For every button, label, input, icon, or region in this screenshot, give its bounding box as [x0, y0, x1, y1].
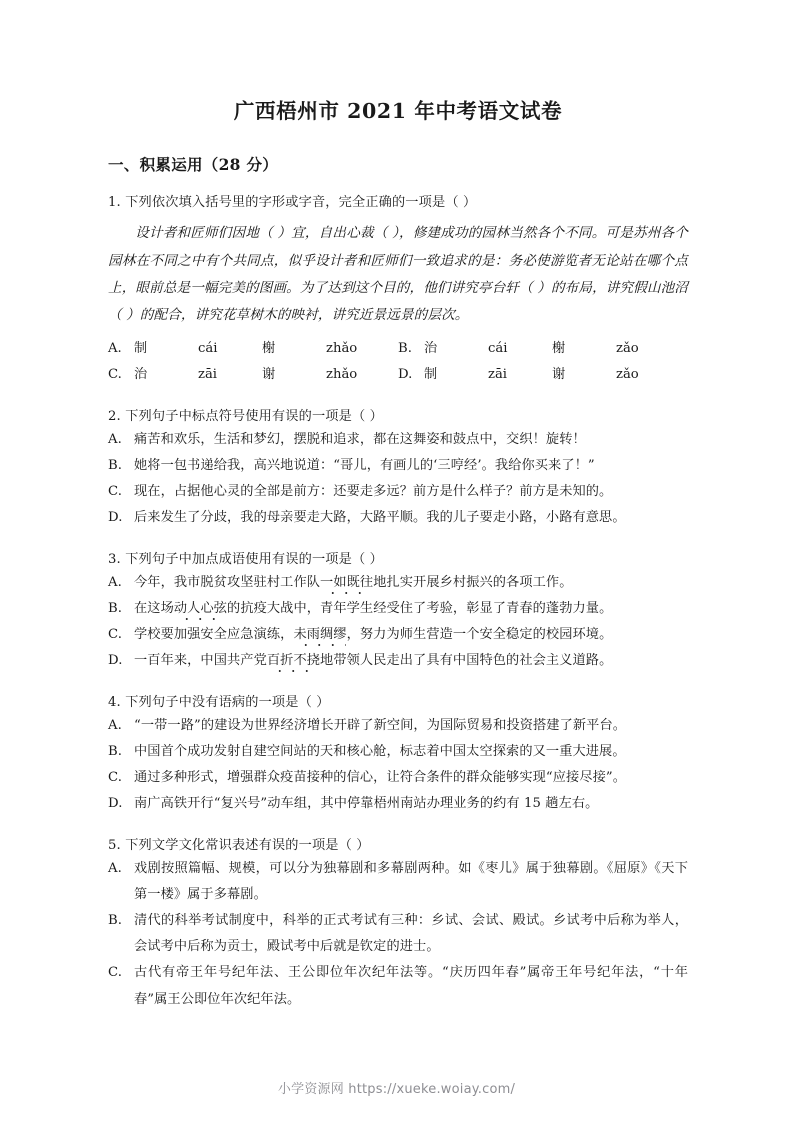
option-cell: 制 [424, 367, 438, 383]
option-text-post: ，努力为师生营造一个安全稳定的校园环境。 [346, 627, 613, 643]
option-a[interactable] [108, 336, 398, 362]
option-text: 南广高铁开行“复兴号”动车组，其中停靠梧州南站办理业务的约有 15 趟左右。 [134, 796, 599, 812]
option-text: 通过多种形式，增强群众疫苗接种的信心，让符合条件的群众能够实现“应接尽接”。 [134, 770, 627, 786]
question-3 [108, 549, 688, 675]
option-letter: D. [108, 510, 123, 526]
option-c[interactable] [108, 960, 688, 1012]
option-letter: D. [108, 653, 123, 669]
question-1-options [108, 336, 688, 389]
option-text [134, 570, 688, 596]
option-text [134, 648, 688, 674]
question-4-stem: 4. 下列句子中没有语病的一项是（ ） [108, 694, 330, 710]
option-c[interactable] [108, 765, 688, 791]
option-letter: C. [108, 627, 123, 643]
option-d[interactable] [108, 505, 688, 531]
option-cell: 榭 [262, 340, 276, 356]
option-cell: 谢 [552, 367, 566, 383]
option-cell: 治 [134, 367, 148, 383]
option-letter: A. [108, 432, 122, 448]
option-text: “一带一路”的建设为世界经济增长开辟了新空间，为国际贸易和投资搭建了新平台。 [134, 717, 627, 733]
option-text-pre: 学校要加强安全应急演练， [134, 627, 294, 643]
page-content [108, 0, 688, 1013]
option-letter: C. [108, 770, 123, 786]
section-heading-part-one: 一、积累运用（28 分） [108, 154, 279, 174]
option-cell: 榭 [552, 340, 566, 356]
option-letter: B. [108, 744, 123, 760]
option-cell: zǎo [616, 340, 639, 356]
option-text: 痛苦和欢乐，生活和梦幻，摆脱和追求，都在这舞姿和鼓点中，交织！旋转！ [134, 432, 586, 448]
option-text-pre: 在这场 [134, 601, 174, 617]
option-a[interactable] [108, 856, 688, 908]
option-cell: zhǎo [326, 367, 358, 383]
option-d[interactable] [398, 362, 688, 388]
option-a[interactable] [108, 570, 688, 596]
option-cell: 治 [424, 340, 438, 356]
option-b[interactable] [108, 596, 688, 622]
option-text: 她将一包书递给我，高兴地说道：“哥儿，有画儿的‘三哼经’。我给你买来了！” [134, 458, 595, 474]
option-text: 清代的科举考试制度中，科举的正式考试有三种：乡试、会试、殿试。乡试考中后称为举人，会试考中后称为贡士，殿试考中后就是钦定的进士。 [134, 913, 688, 955]
option-letter: B. [108, 458, 123, 474]
option-text: 古代有帝王年号纪年法、王公即位年次纪年法等。“庆历四年春”属帝王年号纪年法，“十年春”属王公即位年次纪年法。 [134, 965, 688, 1007]
question-2 [108, 406, 688, 532]
emphasized-idiom: 未雨绸缪 [293, 627, 347, 643]
option-c[interactable] [108, 362, 398, 388]
question-1-stem: 1. 下列依次填入括号里的字形或字音，完全正确的一项是（ ） [108, 194, 477, 210]
option-cell: cái [198, 340, 218, 356]
option-cell: zāi [488, 367, 508, 383]
option-letter: A. [108, 860, 122, 876]
option-d[interactable] [108, 791, 688, 817]
emphasized-idiom: 一如既往 [320, 575, 374, 590]
pinyin-row [108, 336, 688, 362]
option-a[interactable] [108, 427, 688, 453]
option-letter: B. [108, 913, 123, 929]
option-b[interactable] [108, 908, 688, 960]
option-letter: C. [108, 965, 123, 981]
option-text-post: 地扎实开展乡村振兴的各项工作。 [373, 575, 573, 590]
option-text-pre: 一百年来，中国共产党 [134, 653, 267, 669]
option-letter: B. [398, 340, 412, 356]
option-text [134, 596, 688, 622]
option-letter: C. [108, 484, 123, 500]
option-text: 现在，占据他心灵的全部是前方：还要走多远？前方是什么样子？前方是未知的。 [134, 484, 613, 500]
question-3-stem: 3. 下列句子中加点成语使用有误的一项是（ ） [108, 551, 383, 567]
option-cell: zǎo [616, 367, 639, 383]
footer-watermark: 小学资源网 https://xueke.woiay.com/ [277, 1082, 516, 1097]
emphasized-idiom: 动人心弦 [173, 601, 228, 617]
option-letter: A. [108, 575, 122, 590]
option-text: 戏剧按照篇幅、规模，可以分为独幕剧和多幕剧两种。如《枣儿》属于独幕剧。《屈原》《天下第一楼》属于多幕剧。 [134, 860, 688, 903]
option-letter: C. [108, 367, 122, 383]
pinyin-row [108, 362, 688, 388]
question-5 [108, 835, 688, 1013]
option-text: 中国首个成功发射自建空间站的天和核心舱，标志着中国太空探索的又一重大进展。 [134, 744, 626, 760]
option-text-post: 的抗疫大战中，青年学生经受住了考验，彰显了青春的蓬勃力量。 [227, 601, 613, 617]
page-title: 广西梧州市 2021 年中考语文试卷 [233, 99, 563, 123]
option-d[interactable] [108, 648, 688, 674]
option-letter: B. [108, 601, 123, 617]
option-c[interactable] [108, 622, 688, 648]
option-b[interactable] [398, 336, 688, 362]
option-cell: zāi [198, 367, 218, 383]
option-letter: A. [108, 717, 122, 733]
option-letter: D. [398, 367, 413, 383]
option-text-post: 地带领人民走出了具有中国特色的社会主义道路。 [320, 653, 613, 669]
option-cell: zhǎo [326, 340, 358, 356]
option-a[interactable] [108, 713, 688, 739]
option-letter: D. [108, 796, 123, 812]
option-cell: cái [488, 340, 508, 356]
option-b[interactable] [108, 739, 688, 765]
option-text: 后来发生了分歧，我的母亲要走大路，大路平顺。我的儿子要走小路，小路有意思。 [134, 510, 626, 526]
question-1-passage: 设计者和匠师们因地（ ）宜，自出心裁（ ），修建成功的园林当然各个不同。可是苏州各个园林在不同之中有个共同点，似乎设计者和匠师们一致追求的是：务必使游览者无论站在哪个点上，眼前总是一幅完美的图画。为了达到这个目的，他们讲究亭台轩（ ）的布局，讲究假山池沼（ ）的配合，讲究花草树木的映衬，讲究近景远景的层次。 [108, 225, 688, 324]
question-4 [108, 692, 688, 818]
option-c[interactable] [108, 479, 688, 505]
emphasized-idiom: 百折不挠 [266, 653, 321, 669]
question-1 [108, 192, 688, 389]
option-letter: A. [108, 340, 122, 356]
option-b[interactable] [108, 453, 688, 479]
option-text [134, 622, 688, 648]
question-5-stem: 5. 下列文学文化常识表述有误的一项是（ ） [108, 837, 370, 853]
option-cell: 谢 [262, 367, 276, 383]
option-text-pre: 今年，我市脱贫攻坚驻村工作队 [134, 575, 321, 590]
option-cell: 制 [134, 340, 148, 356]
question-2-stem: 2. 下列句子中标点符号使用有误的一项是（ ） [108, 408, 383, 424]
